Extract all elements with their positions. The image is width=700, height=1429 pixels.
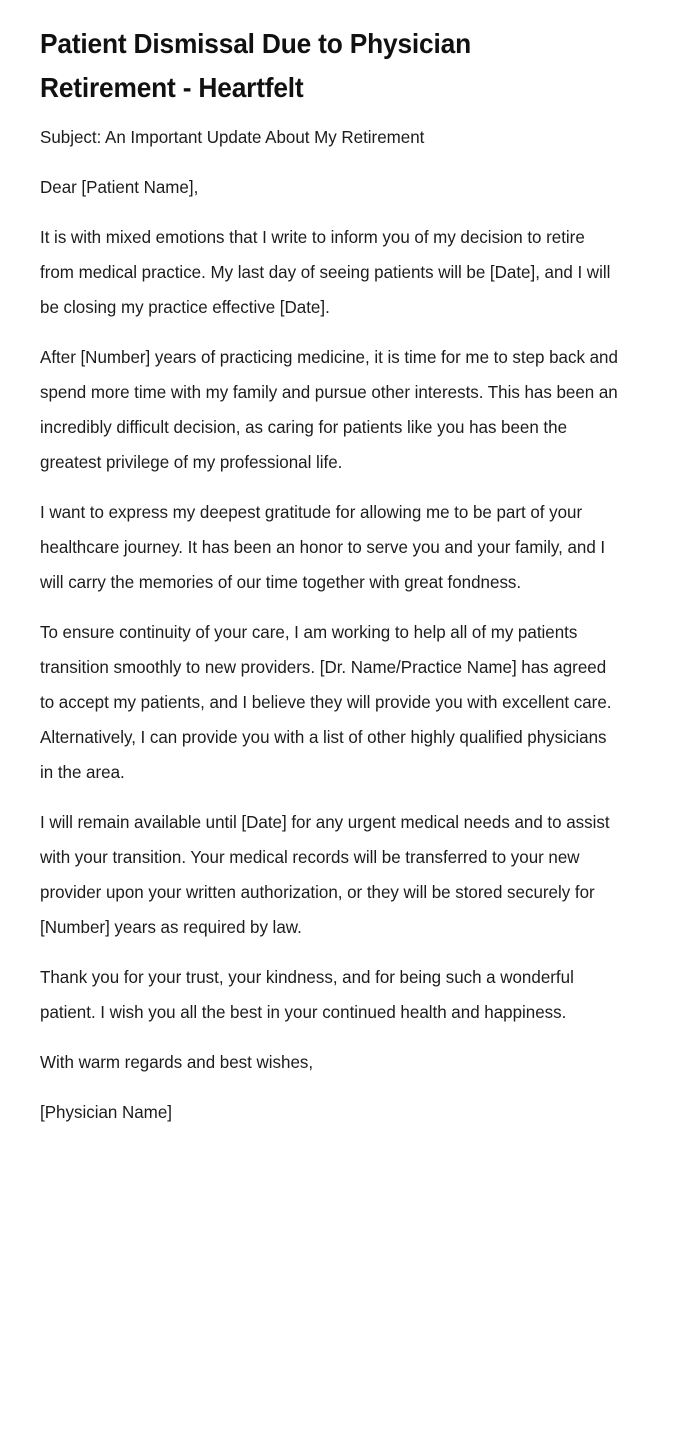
paragraph-signoff: With warm regards and best wishes, <box>40 1052 314 1072</box>
paragraph-signature-name: [Physician Name] <box>40 1102 172 1122</box>
page-title: Patient Dismissal Due to Physician Retirement - Heartfelt <box>40 28 471 103</box>
paragraph-gratitude: I want to express my deepest gratitude for allowing me to be part of your healthcare journey. It has been an honor to serve you and your family, and I will carry the memories of our time together with great fondness. <box>40 502 606 592</box>
letter-body <box>40 120 642 1130</box>
paragraph-retirement-announcement: It is with mixed emotions that I write to inform you of my decision to retire from medical practice. My last day of seeing patients will be [Date], and I will be closing my practice effective [Date]. <box>40 227 611 317</box>
paragraph-reasons: After [Number] years of practicing medicine, it is time for me to step back and spend more time with my family and pursue other interests. This has been an incredibly difficult decision, as caring for patients like you has been the greatest privilege of my professional life. <box>40 347 618 472</box>
paragraph-availability-and-records: I will remain available until [Date] for any urgent medical needs and to assist with your transition. Your medical records will be transferred to your new provider upon your written authorization, or they will be stored securely for [Number] years as required by law. <box>40 812 610 937</box>
paragraph-salutation: Dear [Patient Name], <box>40 177 199 197</box>
paragraph-continuity-of-care: To ensure continuity of your care, I am working to help all of my patients transition smoothly to new providers. [Dr. Name/Practice Name] has agreed to accept my patients, and I believe they will provide you with excellent care. Alternatively, I can provide you with a list of other highly qualified physicians in the area. <box>40 622 612 782</box>
paragraph-subject-line: Subject: An Important Update About My Retirement <box>40 127 425 147</box>
paragraph-closing-thanks: Thank you for your trust, your kindness, and for being such a wonderful patient. I wish you all the best in your continued health and happiness. <box>40 967 574 1022</box>
